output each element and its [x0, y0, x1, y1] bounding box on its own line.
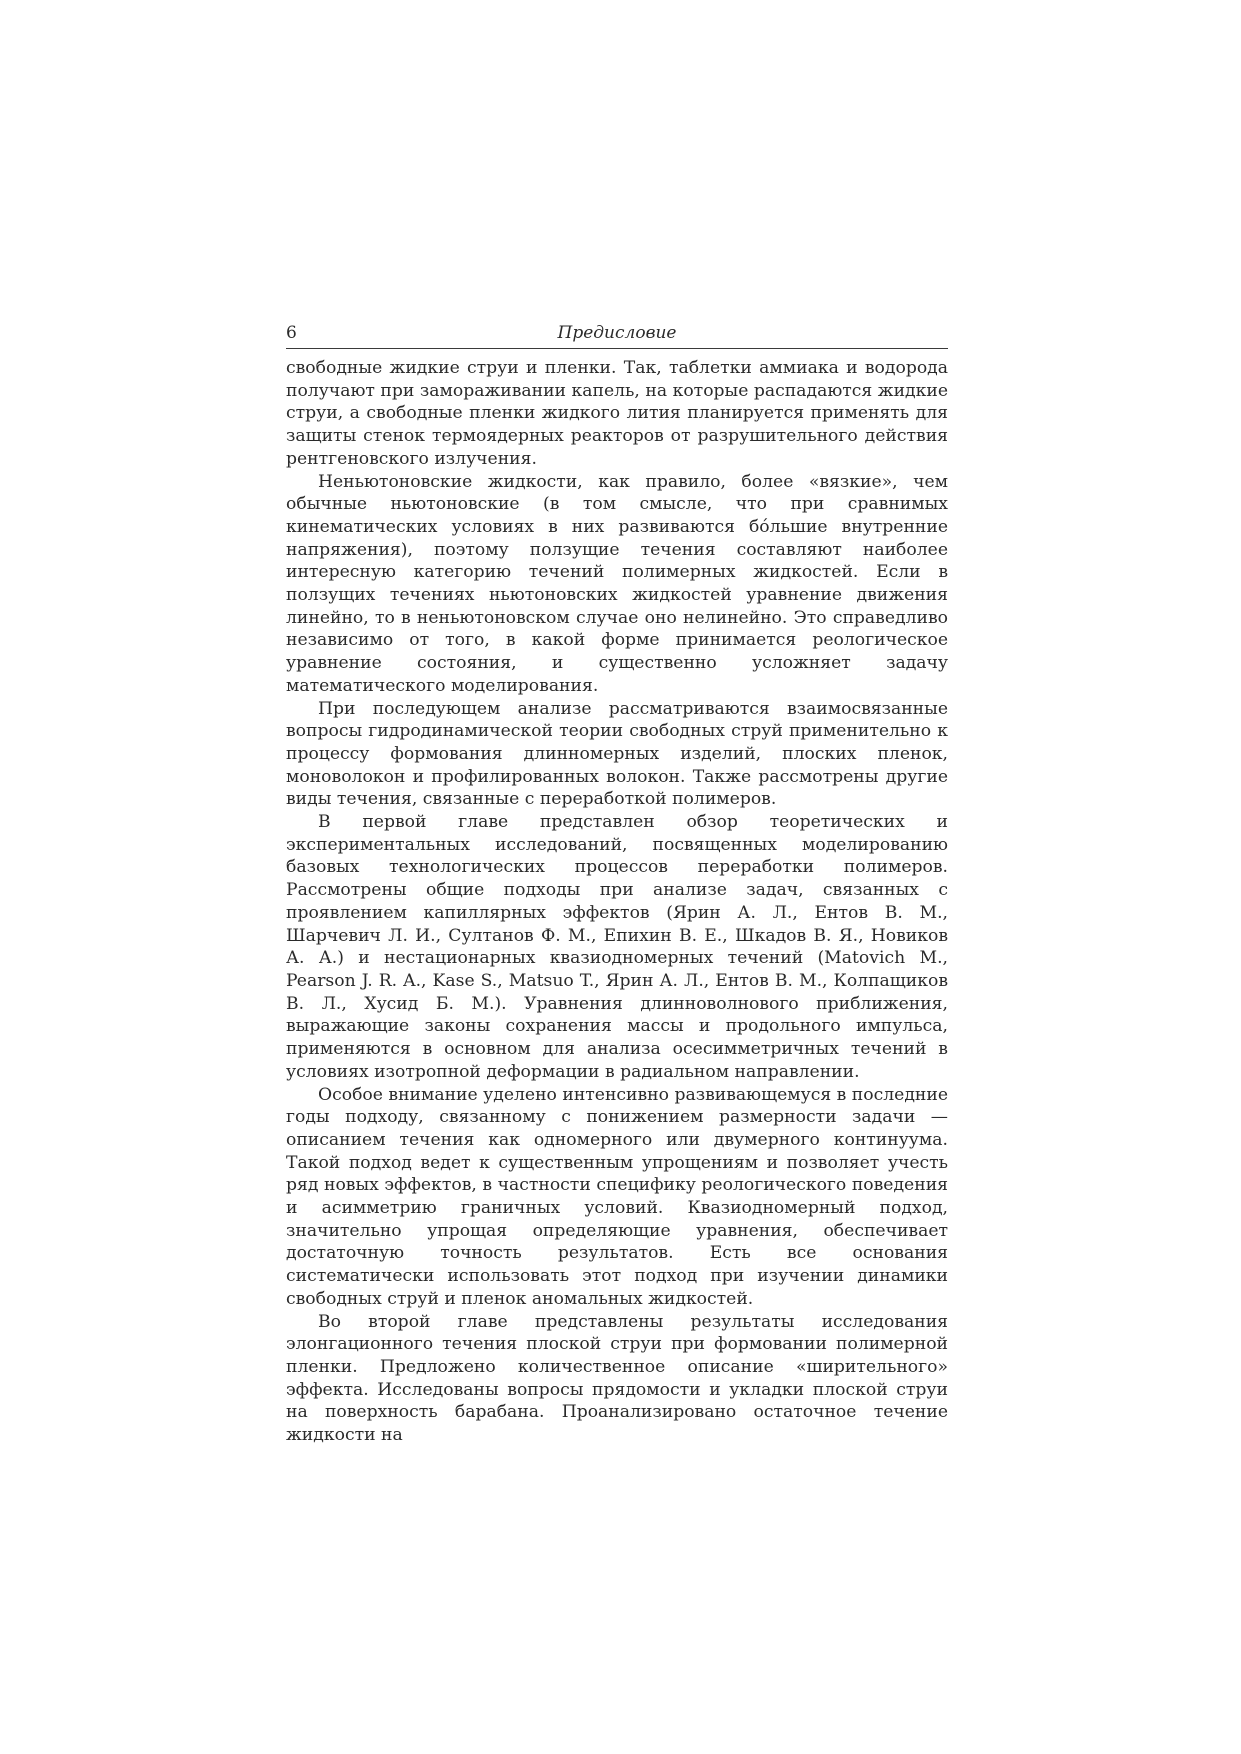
- paragraph-2: Неньютоновские жидкости, как правило, более «вязкие», чем обычные ньютоновские (в том смысле, что при сравнимых кинематических условиях в них развиваются бóльшие внутренние напряжения), поэтому ползущие течения составляют наиболее интересную категорию течений полимерных жидкостей. Если в ползущих течениях ньютоновских жидкостей уравнение движения линейно, то в неньютоновском случае оно нелинейно. Это справедливо независимо от того, в какой форме принимается реологическое уравнение состояния, и существенно усложняет задачу математического моделирования.: [286, 471, 948, 696]
- paragraph-1: свободные жидкие струи и пленки. Так, таблетки аммиака и водорода получают при замораживании капель, на которые распадаются жидкие струи, а свободные пленки жидкого лития планируется применять для защиты стенок термоядерных реакторов от разрушительного действия рентгеновского излучения.: [286, 358, 948, 469]
- paragraph-6: Во второй главе представлены результаты исследования элонгационного течения плоской струи при формовании полимерной пленки. Предложено количественное описание «ширительного» эффекта. Исследованы вопросы прядомости и укладки плоской струи на поверхность барабана. Проанализировано остаточное течение жидкости на: [286, 1311, 948, 1446]
- body-text: [286, 357, 948, 1447]
- paragraph-3: При последующем анализе рассматриваются взаимосвязанные вопросы гидродинамической теории свободных струй применительно к процессу формования длинномерных изделий, плоских пленок, моноволокон и профилированных волокон. Также рассмотрены другие виды течения, связанные с переработкой полимеров.: [286, 698, 948, 810]
- running-head: [286, 322, 948, 349]
- book-page: [286, 322, 948, 1447]
- paragraph-4: В первой главе представлен обзор теоретических и экспериментальных исследований, посвященных моделированию базовых технологических процессов переработки полимеров. Рассмотрены общие подходы при анализе задач, связанных с проявлением капиллярных эффектов (Ярин А. Л., Ентов В. М., Шарчевич Л. И., Султанов Ф. М., Епихин В. Е., Шкадов В. Я., Новиков А. А.) и нестационарных квазиодномерных течений (Matovich M., Pearson J. R. A., Kase S., Matsuo T., Ярин А. Л., Ентов В. М., Колпащиков В. Л., Хусид Б. М.). Уравнения длинноволнового приближения, выражающие законы сохранения массы и продольного импульса, применяются в основном для анализа осесимметричных течений в условиях изотропной деформации в радиальном направлении.: [286, 812, 948, 1082]
- running-title: Предисловие: [557, 323, 677, 343]
- paragraph-5: Особое внимание уделено интенсивно развивающемуся в последние годы подходу, связанному с понижением размерности задачи — описанием течения как одномерного или двумерного континуума. Такой подход ведет к существенным упрощениям и позволяет учесть ряд новых эффектов, в частности специфику реологического поведения и асимметрию граничных условий. Квазиодномерный подход, значительно упрощая определяющие уравнения, обеспечивает достаточную точность результатов. Есть все основания систематически использовать этот подход при изучении динамики свободных струй и пленок аномальных жидкостей.: [286, 1084, 948, 1309]
- page-number: 6: [286, 323, 297, 343]
